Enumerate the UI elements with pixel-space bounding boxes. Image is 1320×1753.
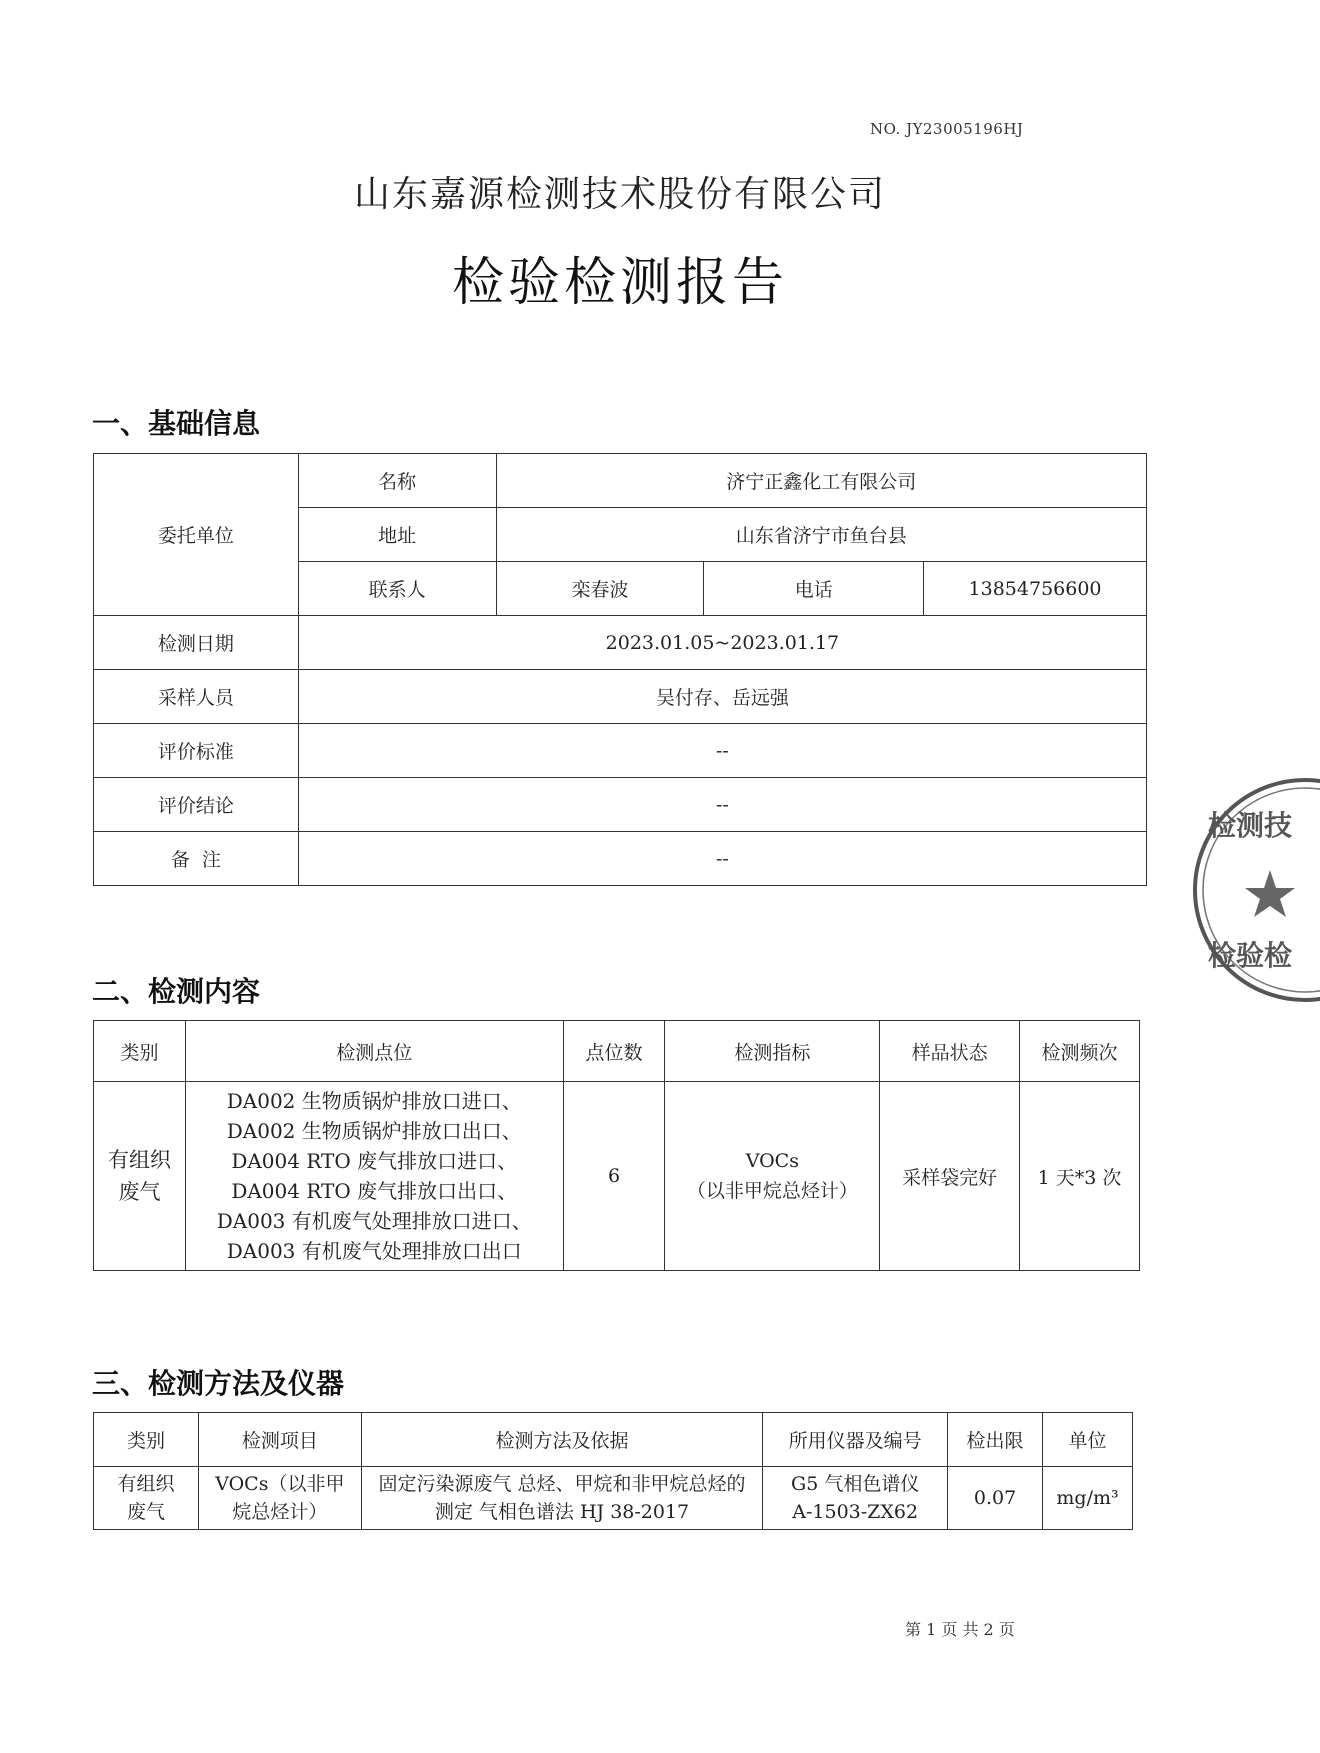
method-instrument-table — [93, 1412, 1133, 1530]
name-value: 济宁正鑫化工有限公司 — [496, 454, 1146, 508]
location-item: DA004 RTO 废气排放口出口、 — [231, 1179, 518, 1203]
column-header: 检测点位 — [185, 1021, 563, 1082]
test-item-cell: VOCs（以非甲烷总烃计） — [198, 1467, 361, 1530]
indicator-sub: （以非甲烷总烃计） — [686, 1179, 858, 1202]
svg-text:检测技: 检测技 — [1208, 809, 1293, 842]
sample-state-cell: 采样袋完好 — [880, 1082, 1020, 1271]
column-header: 单位 — [1043, 1413, 1133, 1467]
contact-label: 联系人 — [298, 562, 496, 616]
instrument-name: G5 气相色谱仪 — [791, 1473, 920, 1495]
page-footer: 第 1 页 共 2 页 — [905, 1620, 1015, 1639]
location-item: DA004 RTO 废气排放口进口、 — [231, 1149, 518, 1173]
column-header: 检测指标 — [665, 1021, 880, 1082]
location-item: DA002 生物质锅炉排放口进口、 — [226, 1089, 522, 1113]
contact-value: 栾春波 — [496, 562, 704, 616]
detection-limit-cell: 0.07 — [948, 1467, 1043, 1530]
section2-heading: 二、检测内容 — [92, 975, 261, 1008]
report-number: NO. JY23005196HJ — [870, 120, 1024, 138]
row-label: 评价结论 — [94, 778, 299, 832]
row-value: 2023.01.05~2023.01.17 — [298, 616, 1146, 670]
name-label: 名称 — [298, 454, 496, 508]
location-item: DA002 生物质锅炉排放口出口、 — [226, 1119, 522, 1143]
row-value: -- — [298, 778, 1146, 832]
locations-cell — [185, 1082, 563, 1271]
report-title: 检验检测报告 — [451, 253, 788, 313]
column-header: 类别 — [94, 1413, 199, 1467]
row-label: 采样人员 — [94, 670, 299, 724]
column-header: 检测方法及依据 — [361, 1413, 763, 1467]
phone-label: 电话 — [704, 562, 924, 616]
column-header: 点位数 — [563, 1021, 665, 1082]
point-count-cell: 6 — [563, 1082, 665, 1271]
category-cell: 有组织废气 — [94, 1082, 186, 1271]
column-header: 检出限 — [948, 1413, 1043, 1467]
basic-info-table — [93, 453, 1147, 886]
frequency-cell: 1 天*3 次 — [1020, 1082, 1140, 1271]
section1-heading: 一、基础信息 — [92, 407, 261, 440]
address-label: 地址 — [298, 508, 496, 562]
company-name: 山东嘉源检测技术股份有限公司 — [353, 174, 886, 215]
unit-cell: mg/m³ — [1043, 1467, 1133, 1530]
column-header: 所用仪器及编号 — [763, 1413, 948, 1467]
row-value: -- — [298, 724, 1146, 778]
indicator-main: VOCs — [745, 1149, 799, 1172]
client-label: 委托单位 — [94, 454, 299, 616]
instrument-cell — [763, 1467, 948, 1530]
seal-stamp-icon — [1170, 775, 1320, 1005]
address-value: 山东省济宁市鱼台县 — [496, 508, 1146, 562]
row-label: 检测日期 — [94, 616, 299, 670]
indicator-cell — [665, 1082, 880, 1271]
column-header: 类别 — [94, 1021, 186, 1082]
instrument-id: A-1503-ZX62 — [792, 1501, 919, 1523]
method-cell: 固定污染源废气 总烃、甲烷和非甲烷总烃的测定 气相色谱法 HJ 38-2017 — [361, 1467, 763, 1530]
location-item: DA003 有机废气处理排放口进口、 — [216, 1209, 532, 1233]
category-cell: 有组织废气 — [94, 1467, 199, 1530]
phone-value: 13854756600 — [924, 562, 1147, 616]
svg-text:检验检: 检验检 — [1208, 939, 1293, 972]
row-value: 吴付存、岳远强 — [298, 670, 1146, 724]
column-header: 检测项目 — [198, 1413, 361, 1467]
location-item: DA003 有机废气处理排放口出口 — [226, 1239, 522, 1263]
row-label: 备 注 — [94, 832, 299, 886]
column-header: 检测频次 — [1020, 1021, 1140, 1082]
column-header: 样品状态 — [880, 1021, 1020, 1082]
test-content-table — [93, 1020, 1140, 1271]
section3-heading: 三、检测方法及仪器 — [92, 1367, 345, 1400]
row-label: 评价标准 — [94, 724, 299, 778]
row-value: -- — [298, 832, 1146, 886]
